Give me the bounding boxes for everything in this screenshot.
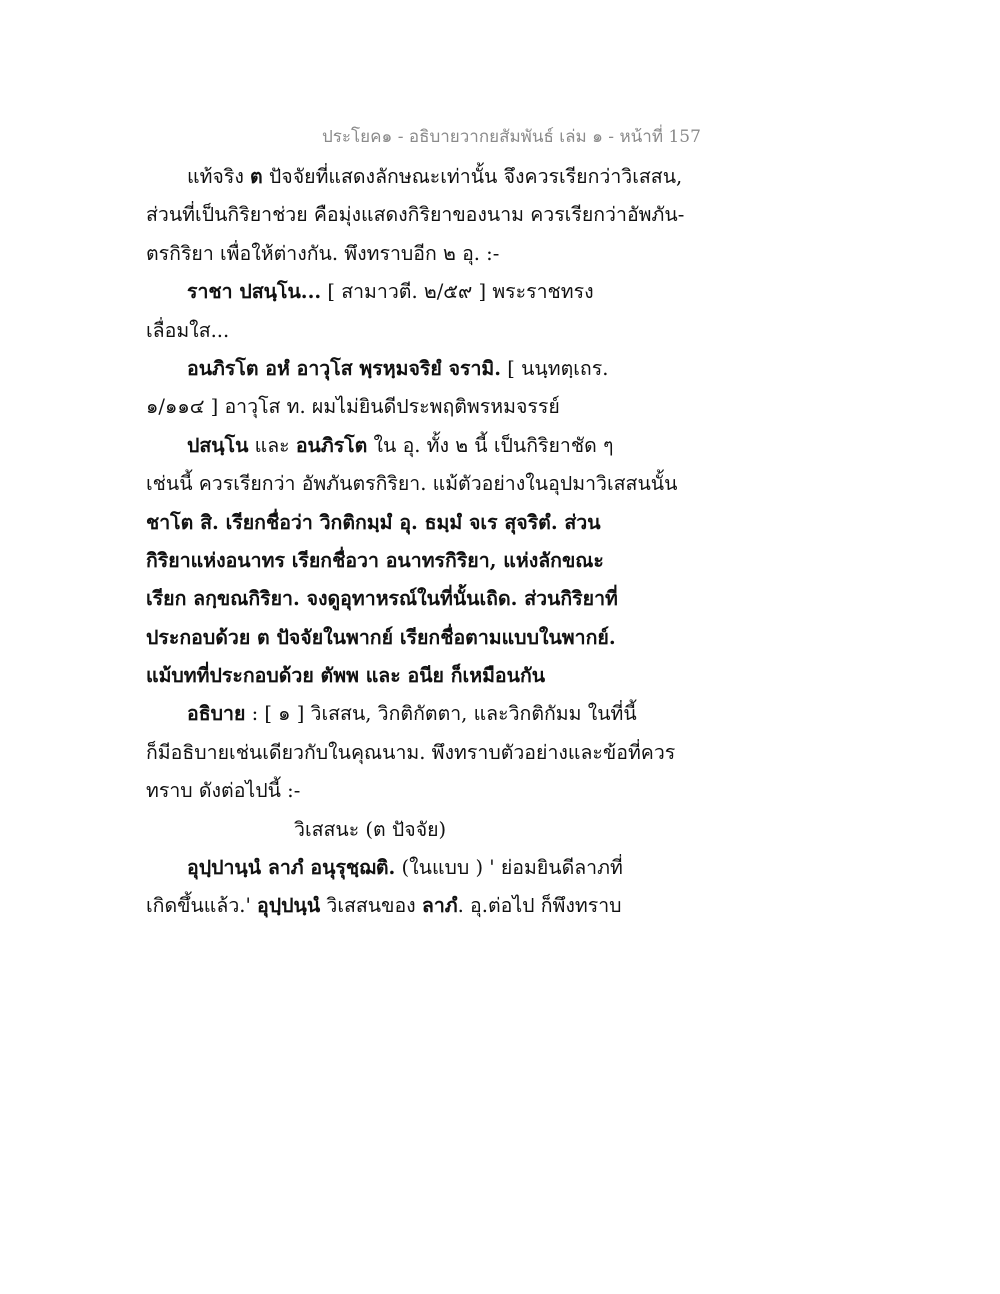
text-line [146,695,686,733]
text-segment: (ในแบบ ) ' ย่อมยินดีลาภที่ [395,856,623,880]
bold-text: ประกอบด้วย ต ปัจจัยในพากย์ เรียกชื่อตามแบบในพากย์. [146,625,616,649]
text-line [146,849,686,887]
text-line [146,542,686,580]
text-segment: : [ ๑ ] วิเสสน, วิกติกัตตา, และวิกติกัมม ในที่นี้ [245,702,637,726]
text-segment: [ สามาวตี. ๒/๕๙ ] พระราชทรง [321,280,594,304]
text-line [146,350,686,388]
bold-text: ราชา ปสนฺโน... [187,280,322,304]
text-line [146,465,686,503]
text-line [146,235,686,273]
bold-text: ปสนฺโน [187,433,249,457]
text-segment: วิเสสนของ [320,894,422,918]
text-line [146,657,686,695]
text-line [146,734,686,772]
text-segment: เช่นนี้ ควรเรียกว่า อัพภันตรกิริยา. แม้ตัวอย่างในอุปมาวิเสสนนั้น [146,472,678,496]
body-text [146,158,686,926]
bold-text: อนภิรโต อหํ อาวุโส พฺรหฺมจริยํ จรามิ. [187,356,502,380]
bold-text: กิริยาแห่งอนาทร เรียกชื่อวา อนาทรกิริยา, แห่งลักขณะ [146,548,604,572]
text-segment: [ นนฺทตฺเถร. [501,356,609,380]
bold-text: อธิบาย [187,702,246,726]
bold-text: แม้บทที่ประกอบด้วย ตัพพ และ อนีย ก็เหมือนกัน [146,664,546,688]
text-segment: ปัจจัยที่แสดงลักษณะเท่านั้น จึงควรเรียกว่าวิเสสน, [262,165,683,188]
text-line [146,427,686,465]
text-line [146,273,686,311]
text-segment: . อุ.ต่อไป ก็พึงทราบ [457,894,622,918]
bold-text: ลาภํ [421,894,458,918]
text-segment: ทราบ ดังต่อไปนี้ :- [146,779,301,803]
text-segment: เกิดขึ้นแล้ว.' [146,894,258,918]
text-segment: วิเสสนะ (ต ปัจจัย) [294,817,447,841]
bold-text: อนภิรโต [295,433,368,457]
text-line [146,388,686,426]
text-segment: ก็มีอธิบายเช่นเดียวกับในคุณนาม. พึงทราบตัวอย่างและข้อที่ควร [146,740,676,764]
text-line [146,504,686,542]
text-segment: ตรกิริยา เพื่อให้ต่างกัน. พึงทราบอีก ๒ อุ. :- [146,241,500,265]
bold-text: ชาโต สิ. เรียกชื่อว่า วิกติกมฺมํ อุ. ธมฺมํ จเร สุจริตํ. ส่วน [146,510,601,534]
page-header: ประโยค๑ - อธิบายวากยสัมพันธ์ เล่ม ๑ - หน้าที่ 157 [322,127,701,147]
section-heading [146,811,686,849]
text-segment: เลื่อมใส... [146,318,230,342]
text-line [146,772,686,810]
text-line [146,619,686,657]
text-segment: แท้จริง [187,165,251,188]
bold-text: ต [250,165,263,188]
text-line [146,196,686,234]
bold-text: อุปฺปนฺนํ [257,894,321,918]
text-line [146,580,686,618]
text-segment: และ [248,433,296,457]
text-segment: ส่วนที่เป็นกิริยาช่วย คือมุ่งแสดงกิริยาของนาม ควรเรียกว่าอัพภัน- [146,203,685,227]
text-line [146,312,686,350]
text-line [146,887,686,925]
bold-text: เรียก ลกฺขณกิริยา. จงดูอุทาหรณ์ในที่นั้นเถิด. ส่วนกิริยาที่ [146,587,618,611]
bold-text: อุปฺปานฺนํ ลาภํ อนุรุชฺฌติ. [187,856,396,880]
text-segment: ๑/๑๑๔ ] อาวุโส ท. ผมไม่ยินดีประพฤติพรหมจรรย์ [146,395,560,419]
text-segment: ใน อุ. ทั้ง ๒ นี้ เป็นกิริยาชัด ๆ [367,433,614,457]
text-line [146,158,686,196]
